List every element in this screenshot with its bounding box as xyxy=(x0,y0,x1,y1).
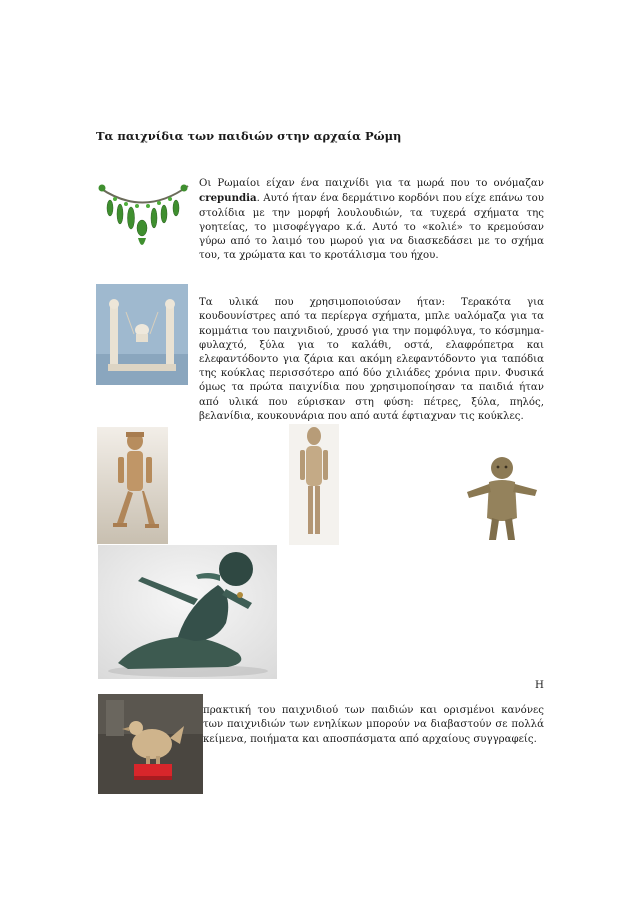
terracotta-bird-photo xyxy=(98,694,203,794)
rag-doll-photo xyxy=(459,452,545,544)
crepundia-necklace-photo xyxy=(96,168,192,280)
page-title: Τα παιχνίδια των παιδιών στην αρχαία Ρώμη xyxy=(96,129,402,143)
paragraph-initial: Η xyxy=(535,680,544,691)
bone-doll-photo xyxy=(289,424,339,545)
paragraph-practice: πρακτική του παιχνιδιού των παιδιών και ορισμένοι κανόνες των παιχνιδιών των ενηλίκων μπορούν να διαβαστούν σε πολλά κείμενα, ποιήματα και αποσπάσματα από αρχαίους συγγραφείς. xyxy=(203,705,544,745)
bronze-figure-photo xyxy=(98,545,277,679)
swing-toy-photo xyxy=(96,284,188,385)
paragraph-crepundia: Οι Ρωμαίοι είχαν ένα παιχνίδι για τα μωρά που το ονόμαζαν crepundia. Αυτό ήταν ένα δερμάτινο κορδόνι που είχε επάνω του στολίδια με την μορφή λουλουδιών, τα τυχερά σχήματα της γοητείας, το μισοφέγγαρο κ.ά. Αυτό το «κολιέ» το κρεμούσαν γύρω από το λαιμό του μωρού για να διασκεδάσει με το σχήμα του, τα χρώματα και το κροτάλισμα του ήχου. xyxy=(199,178,544,262)
wooden-doll-photo xyxy=(97,427,168,544)
paragraph-materials: Τα υλικά που χρησιμοποιούσαν ήταν: Τερακότα για κουδουνίστρες από τα περίεργα σχήματα, μπλε υαλόμαζα για τα κομμάτια του παιχνιδιού, χρυσό για την πομφόλυγα, το κόσμημα-φυλαχτό, ξύλα για το καλάθι, οστά, ελαφρόπετρα και ελεφαντόδοντο για ζάρια και ακόμη ελεφαντόδοντο για ταπόδια της κούκλας περισσότερο από δύο χιλιάδες χρόνια πριν. Φυσικά όμως τα πρώτα παιχνίδια που χρησιμοποίησαν τα παιδιά ήταν από υλικά που εύρισκαν στη φύση: πέτρες, ξύλα, πηλός, βελανίδια, κουκουνάρια που από αυτά έφτιαχναν τις κούκλες. xyxy=(199,297,544,422)
crepundia-term: crepundia xyxy=(199,192,257,205)
